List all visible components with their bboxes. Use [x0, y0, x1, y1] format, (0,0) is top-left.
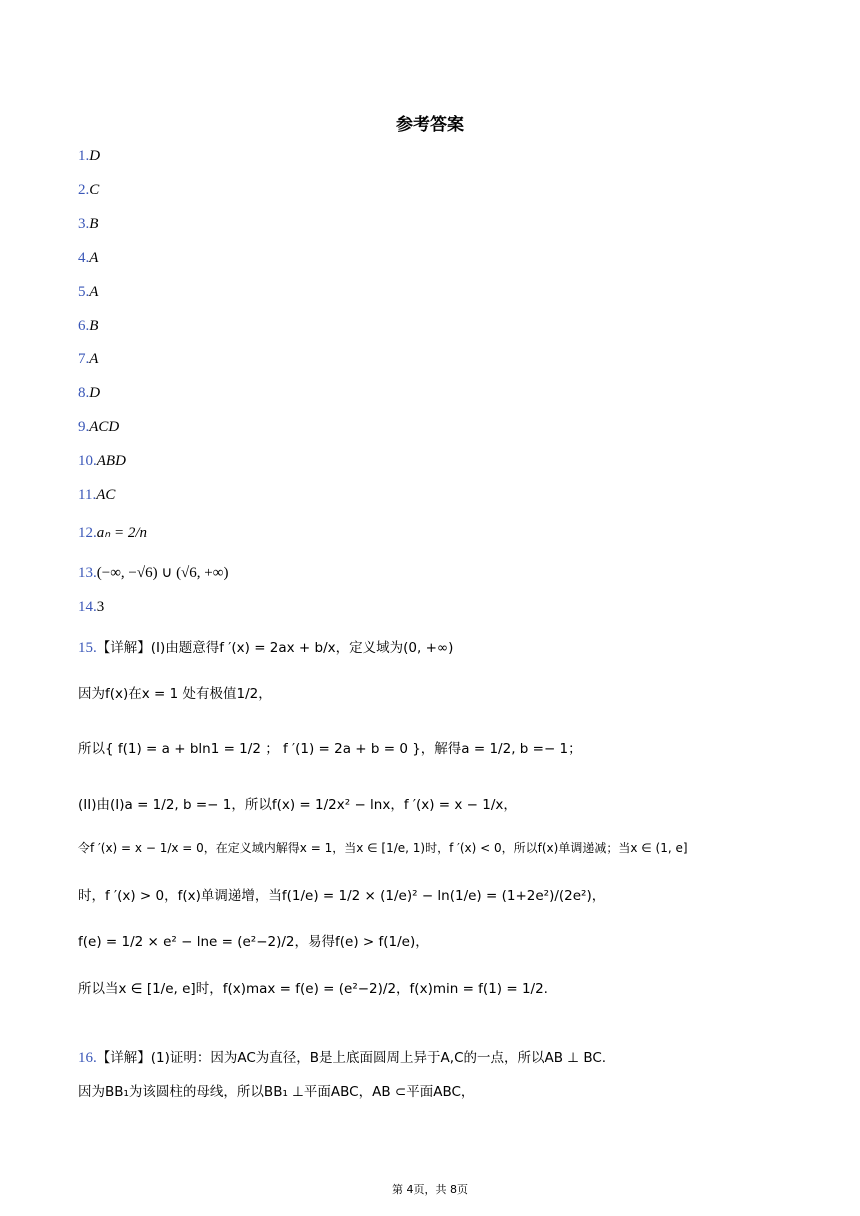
q16-line [78, 1080, 474, 1100]
page-title: 参考答案 [396, 115, 464, 135]
answer-number: 10. [78, 453, 97, 469]
answer-value: AC [96, 487, 116, 503]
q15-number: 15. [78, 640, 97, 656]
answer-value: A [89, 250, 99, 266]
q15-line [78, 977, 548, 997]
answer-number: 4. [78, 250, 90, 266]
answer-value: B [89, 318, 99, 334]
answer-number: 8. [78, 385, 90, 401]
answer-item [78, 249, 98, 267]
answer-number: 1. [78, 148, 90, 164]
answer-item [78, 215, 98, 233]
solution-text: 【详解】(I)由题意得f ′(x) = 2ax + b/x，定义域为(0, +∞) [96, 640, 454, 656]
answer-number: 11. [78, 487, 97, 503]
answer-number: 3. [78, 216, 90, 232]
answer-item [78, 564, 228, 582]
answer-value: D [89, 385, 101, 401]
answer-item [78, 384, 100, 402]
answer-item [78, 418, 119, 436]
answer-value: aₙ = 2/n [96, 525, 148, 541]
solution-text: 【详解】(1)证明：因为AC为直径，B是上底面圆周上异于A,C的一点，所以AB ⊥ BC. [96, 1050, 607, 1066]
solution-text: 所以当x ∈ [1/e, e]时，f(x)max = f(e) = (e²−2)/2，f(x)min = f(1) = 1/2. [78, 981, 548, 997]
solution-text: 因为BB₁为该圆柱的母线，所以BB₁ ⊥平面ABC，AB ⊂平面ABC， [78, 1084, 475, 1100]
solution-text: (II)由(I)a = 1/2, b =− 1，所以f(x) = 1/2x² − lnx，f ′(x) = x − 1/x， [78, 797, 517, 813]
answer-value: (−∞, −√6) ∪ (√6, +∞) [96, 565, 229, 581]
q15-line [78, 737, 582, 757]
answer-item [78, 283, 98, 301]
q15-line [78, 636, 453, 657]
answer-item [78, 486, 115, 504]
solution-text: f(e) = 1/2 × e² − lne = (e²−2)/2，易得f(e) > f(1/e)， [78, 934, 429, 950]
q15-line [78, 839, 688, 856]
answer-item [78, 350, 98, 368]
answer-item [78, 598, 104, 616]
answer-number: 5. [78, 284, 90, 300]
q15-line [78, 682, 272, 702]
solution-text: 令f ′(x) = x − 1/x = 0，在定义域内解得x = 1，当x ∈ [1/e, 1)时，f ′(x) < 0，所以f(x)单调递减；当x ∈ (1, e] [78, 841, 688, 855]
answer-item [78, 147, 100, 165]
answer-item [78, 452, 126, 470]
q15-line [78, 793, 517, 813]
q15-line [78, 884, 605, 904]
answer-item [78, 181, 99, 199]
answer-value: A [89, 284, 99, 300]
solution-text: 因为f(x)在x = 1 处有极值1/2， [78, 686, 272, 702]
answer-value: ACD [89, 419, 120, 435]
answer-number: 12. [78, 525, 97, 541]
answer-value: D [89, 148, 101, 164]
q16-number: 16. [78, 1050, 97, 1066]
answer-number: 14. [78, 599, 97, 615]
answer-value: 3 [96, 599, 105, 615]
answer-value: A [89, 351, 99, 367]
answer-item [78, 524, 147, 542]
solution-text: 时，f ′(x) > 0，f(x)单调递增，当f(1/e) = 1/2 × (1/e)² − ln(1/e) = (1+2e²)/(2e²)， [78, 888, 606, 904]
answer-number: 13. [78, 565, 97, 581]
solution-text: 所以{ f(1) = a + bln1 = 1/2 ； f ′(1) = 2a + b = 0 }，解得a = 1/2, b =− 1； [78, 741, 582, 757]
answer-number: 9. [78, 419, 90, 435]
answer-value: ABD [96, 453, 126, 469]
page-footer: 第 4页，共 8页 [392, 1183, 468, 1196]
answer-number: 7. [78, 351, 90, 367]
q15-line [78, 930, 429, 950]
q16-line [78, 1046, 606, 1067]
answer-value: B [89, 216, 99, 232]
answer-item [78, 317, 98, 335]
answer-value: C [89, 182, 100, 198]
answer-number: 2. [78, 182, 90, 198]
answer-number: 6. [78, 318, 90, 334]
